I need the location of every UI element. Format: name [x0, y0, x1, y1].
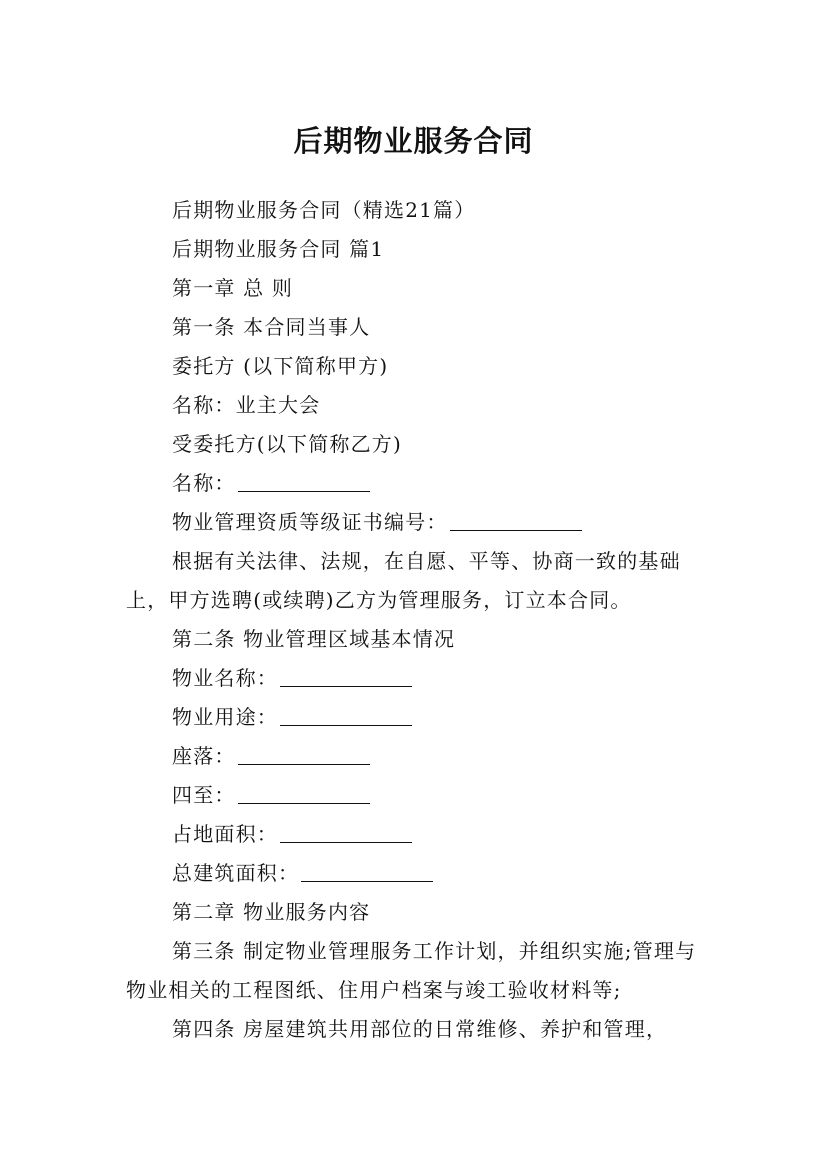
field-label: 物业管理资质等级证书编号： [172, 510, 448, 534]
blank-underline [450, 508, 582, 531]
paragraph-text: 后期物业服务合同 篇1 [172, 237, 385, 261]
paragraph-text: 后期物业服务合同（精选21篇） [172, 198, 476, 222]
paragraph-text: 受委托方(以下简称乙方) [172, 432, 403, 456]
field-label: 物业名称： [172, 666, 278, 690]
fill-in-line [126, 659, 702, 698]
paragraph [126, 932, 702, 1010]
paragraph-text: 委托方 (以下简称甲方) [172, 354, 389, 378]
paragraph-text: 名称：业主大会 [172, 393, 321, 417]
paragraph [126, 230, 702, 269]
paragraph-text: 第一章 总 则 [172, 276, 294, 300]
blank-underline [238, 469, 370, 492]
fill-in-line [126, 854, 702, 893]
field-label: 物业用途： [172, 705, 278, 729]
chapter-heading [126, 893, 702, 932]
paragraph [126, 542, 702, 620]
article-heading [126, 308, 702, 347]
blank-underline [238, 742, 370, 765]
blank-underline [280, 664, 412, 687]
paragraph [126, 1010, 702, 1049]
field-label: 占地面积： [172, 822, 278, 846]
paragraph [126, 386, 702, 425]
paragraph [126, 191, 702, 230]
field-label: 座落： [172, 744, 236, 768]
chapter-heading [126, 269, 702, 308]
fill-in-line [126, 737, 702, 776]
paragraph-text: 根据有关法律、法规，在自愿、平等、协商一致的基础上，甲方选聘(或续聘)乙方为管理服务，订立本合同。 [126, 549, 681, 612]
paragraph-text: 第一条 本合同当事人 [172, 315, 371, 339]
field-label: 总建筑面积： [172, 861, 300, 885]
paragraph-text: 第四条 房屋建筑共用部位的日常维修、养护和管理， [172, 1017, 668, 1041]
fill-in-line [126, 503, 702, 542]
paragraph-text: 第二章 物业服务内容 [172, 900, 371, 924]
blank-underline [301, 859, 433, 882]
document-body [126, 191, 702, 1049]
blank-underline [238, 781, 370, 804]
paragraph [126, 347, 702, 386]
fill-in-line [126, 776, 702, 815]
fill-in-line [126, 815, 702, 854]
blank-underline [280, 703, 412, 726]
paragraph-text: 第二条 物业管理区域基本情况 [172, 627, 456, 651]
field-label: 四至： [172, 783, 236, 807]
blank-underline [280, 820, 412, 843]
document-title: 后期物业服务合同 [293, 124, 534, 159]
field-label: 名称： [172, 471, 236, 495]
fill-in-line [126, 464, 702, 503]
paragraph-text: 第三条 制定物业管理服务工作计划，并组织实施;管理与物业相关的工程图纸、住用户档案与竣工验收材料等; [126, 939, 697, 1002]
paragraph [126, 425, 702, 464]
fill-in-line [126, 698, 702, 737]
article-heading [126, 620, 702, 659]
